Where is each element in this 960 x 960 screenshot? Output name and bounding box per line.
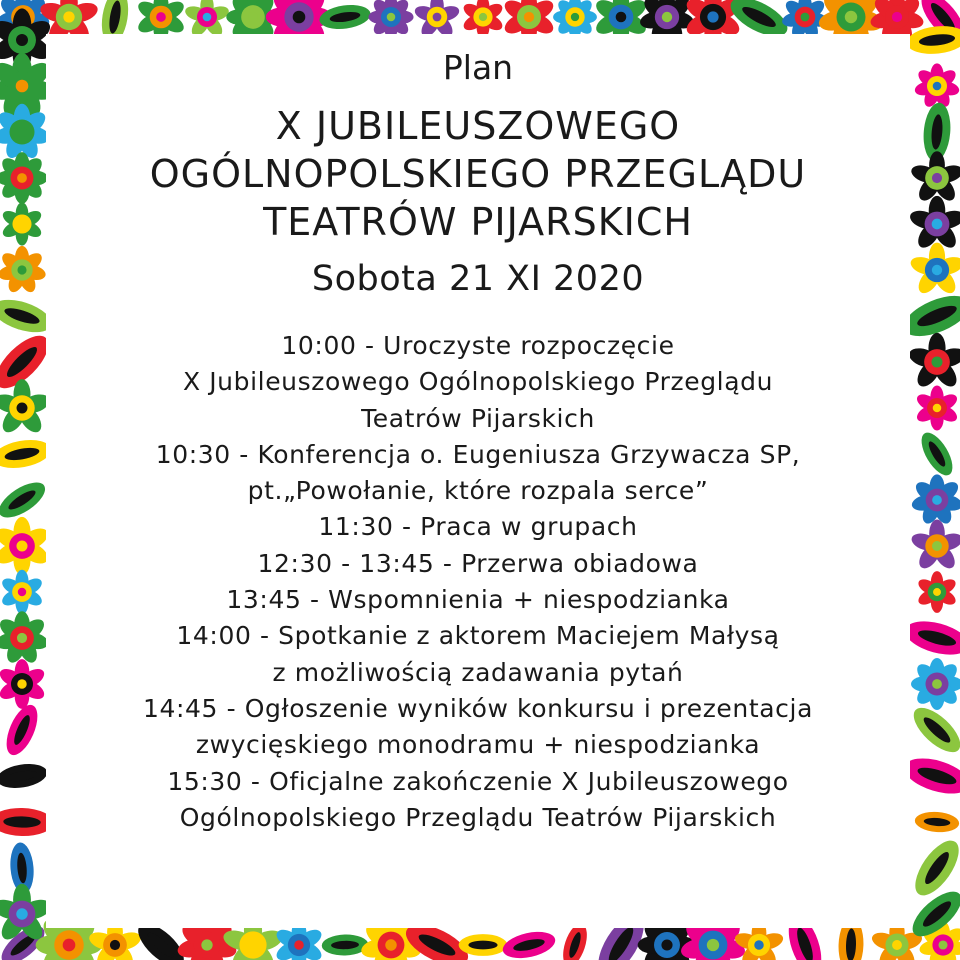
flower-core-icon [932,541,942,551]
flower-core-icon [63,11,74,22]
flower-core-icon [932,219,943,230]
flower-core-icon [156,12,166,22]
schedule-line: zwycięskiego monodramu + niespodzianka [195,730,761,760]
schedule-line: z możliwością zadawania pytań [272,657,684,687]
schedule-line: X Jubileuszowego Ogólnopolskiego Przeglądu [182,367,774,397]
flower-core-icon [387,13,396,22]
schedule-line: 11:30 - Praca w grupach [318,512,638,542]
flower-core-icon [247,939,259,951]
flower-core-icon [707,11,718,22]
flower-core-icon [845,11,857,23]
event-date: Sobota 21 XI 2020 [311,259,645,299]
flower-core-icon [662,12,672,22]
flower-core-icon [201,939,212,950]
flower-core-icon [932,679,942,689]
poster-title-line: X JUBILEUSZOWEGO [275,104,681,148]
flower-core-icon [933,588,941,596]
flower-core-icon [16,540,27,551]
flower-core-icon [16,34,28,46]
flower-core-icon [293,11,306,24]
flower-core-icon [754,940,764,950]
flower-core-icon [248,12,258,22]
flower-core-icon [17,633,27,643]
schedule-line: 10:00 - Uroczyste rozpoczęcie [281,331,675,360]
flower-core-icon [661,939,672,950]
flower-core-icon [17,127,28,138]
schedule-line: 14:00 - Spotkanie z aktorem Maciejem Małysą [176,621,780,651]
flower-core-icon [294,940,304,950]
flower-core-icon [203,13,212,22]
poster-title-line: OGÓLNOPOLSKIEGO PRZEGLĄDU [149,152,807,196]
poster-title [46,102,910,246]
flower-core-icon [932,495,942,505]
schedule-line: pt.„Powołanie, które rozpala serce” [247,476,709,506]
flower-core-icon [801,13,810,22]
flower-core-icon [616,12,627,23]
flower-core-icon [63,939,76,952]
schedule-line: 10:30 - Konferencja o. Eugeniusza Grzywacza SP, [155,439,801,469]
poster-title-line: TEATRÓW PIJARSKICH [263,200,693,244]
flower-core-icon [17,679,26,688]
schedule-line: Ogólnopolskiego Przeglądu Teatrów Pijarskich [179,802,777,832]
flower-core-icon [17,403,28,414]
flower-core-icon [571,13,579,21]
schedule-line: 15:30 - Oficjalne zakończenie X Jubileuszowego [167,766,789,796]
flower-core-icon [524,12,534,22]
flower-core-icon [931,356,942,367]
flower-core-icon [18,220,26,228]
flower-core-icon [17,265,26,274]
flower-core-icon [18,588,26,596]
schedule-line: 13:45 - Wspomnienia + niespodzianka [226,585,730,615]
schedule-line: 14:45 - Ogłoszenie wyników konkursu i prezentacja [143,693,813,723]
schedule [46,328,910,836]
poster-card [46,34,910,928]
flower-core-icon [933,404,942,413]
flower-core-icon [932,265,942,275]
flower-core-icon [933,82,942,91]
flower-core-icon [707,939,719,951]
flower-core-icon [938,940,947,949]
flower-core-icon [932,173,942,183]
flower-core-icon [892,12,902,22]
flower-core-icon [17,173,27,183]
flower-core-icon [433,13,442,22]
flower-core-icon [110,940,120,950]
flower-core-icon [16,908,27,919]
schedule-line: 12:30 - 13:45 - Przerwa obiadowa [257,548,699,578]
schedule-line: Teatrów Pijarskich [361,403,595,433]
flower-core-icon [892,940,902,950]
flower-core-icon [479,13,487,21]
poster-kicker: Plan [442,48,514,87]
flower-core-icon [385,939,396,950]
flower-core-icon [16,80,29,93]
leaf-vein-icon [468,941,497,950]
